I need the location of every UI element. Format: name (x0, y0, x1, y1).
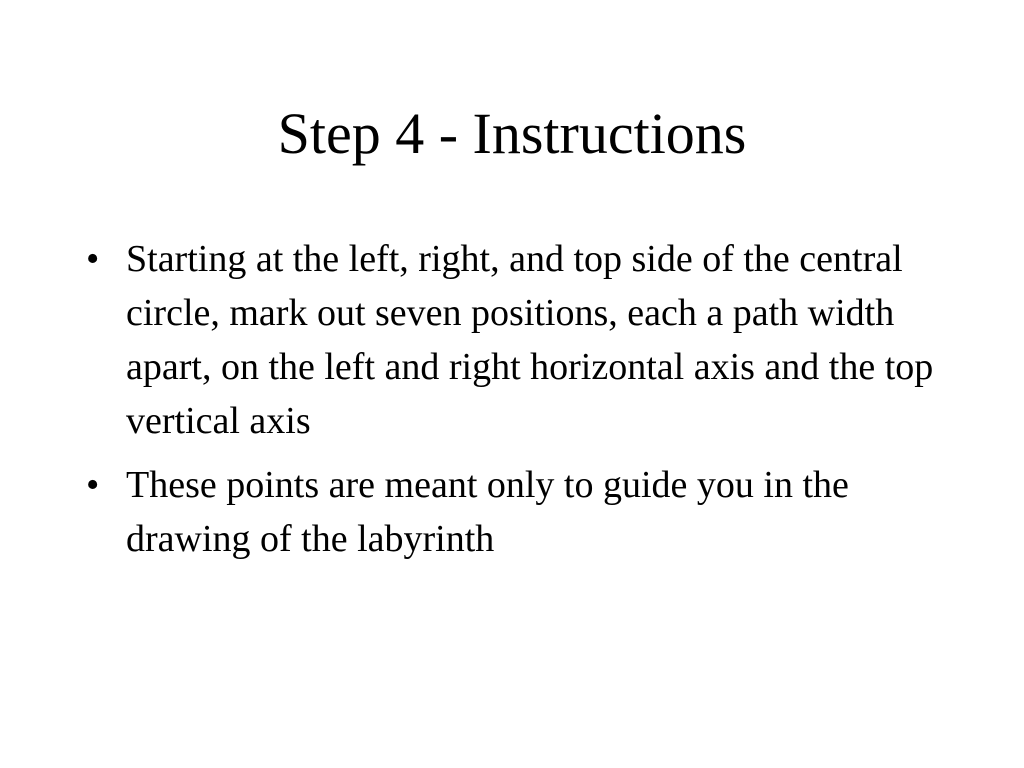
bullet-text: Starting at the left, right, and top side of the central circle, mark out seven positions, each a path width apart, on the left and right horizontal axis and the top vertical axis (126, 238, 934, 442)
slide-title: Step 4 - Instructions (277, 101, 747, 166)
bullet-list (86, 232, 956, 576)
bullet-text: These points are meant only to guide you in the drawing of the labyrinth (126, 464, 849, 560)
bullet-icon: • (86, 238, 100, 280)
list-item (86, 458, 956, 566)
bullet-icon: • (86, 464, 100, 506)
list-item (86, 232, 956, 448)
